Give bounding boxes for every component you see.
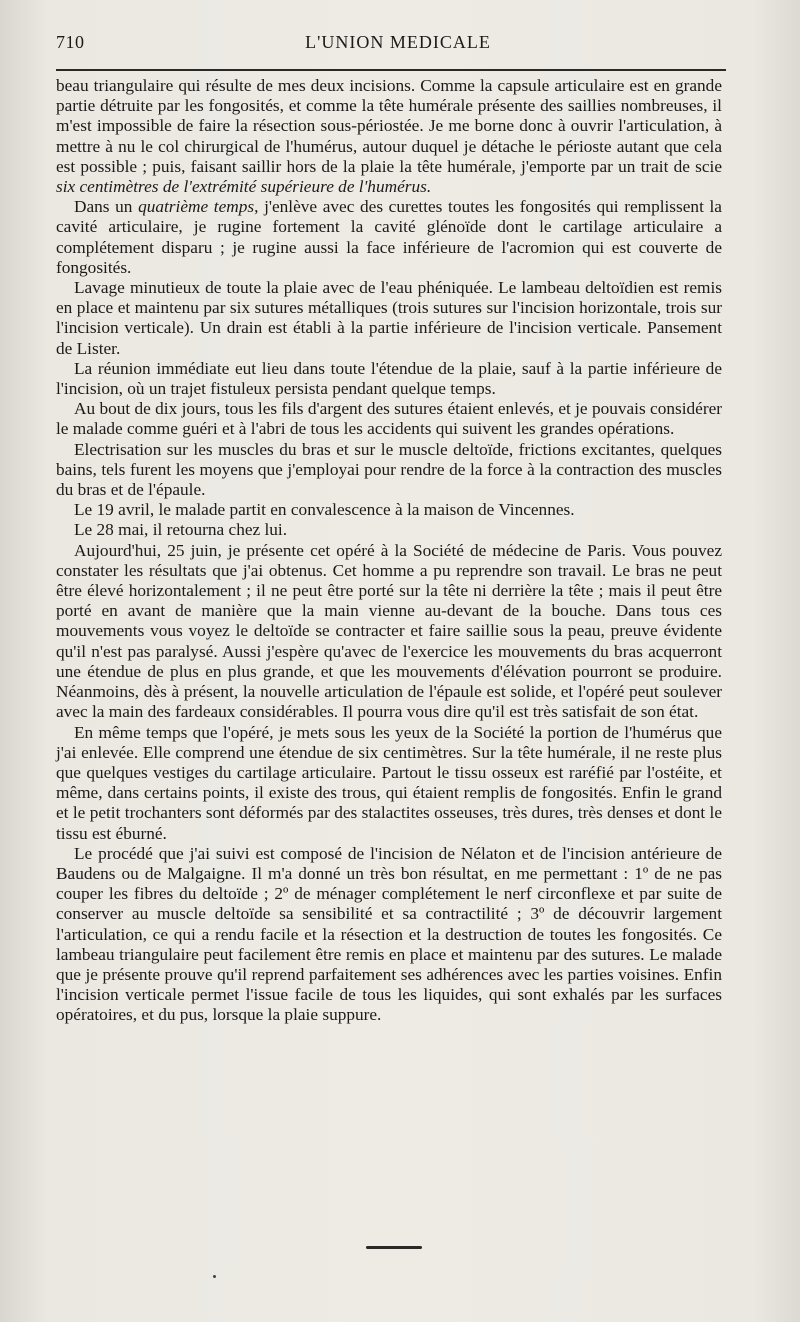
paragraph bbox=[56, 520, 722, 540]
paragraph bbox=[56, 723, 722, 844]
italic-text: six centimètres de l'extrémité supérieure de l'humérus. bbox=[56, 177, 432, 197]
text-run: Lavage minutieux de toute la plaie avec de l'eau phéniquée. Le lambeau deltoïdien est remis en place et maintenu par six sutures métalliques (trois sutures sur l'incision horizontale, trois sur l'incision verticale). Un drain est établi à la partie inférieure de l'incision verticale. Pansement de Lister. bbox=[56, 278, 722, 358]
running-title: L'UNION MEDICALE bbox=[305, 32, 491, 52]
paragraph bbox=[56, 844, 722, 1026]
header-rule bbox=[56, 69, 726, 71]
text-run: En même temps que l'opéré, je mets sous les yeux de la Société la portion de l'humérus que j'ai enlevée. Elle comprend une étendue de six centimètres. Sur la tête humérale, il ne reste plus que quelques vestiges du cartilage articulaire. Partout le tissu osseux est raréfié par l'ostéite, et même, dans certains points, il existe des trous, qui étaient remplis de fongosités. Enfin le grand et le petit trochanters sont déformés par des stalactites osseuses, très dures, très denses et dont le tissu est éburné. bbox=[56, 722, 722, 843]
ink-speck bbox=[213, 1275, 216, 1278]
paragraph bbox=[56, 197, 722, 278]
paragraph bbox=[56, 500, 722, 520]
page-header bbox=[56, 32, 740, 58]
text-run: La réunion immédiate eut lieu dans toute l'étendue de la plaie, sauf à la partie inférieure de l'incision, où un trajet fistuleux persista pendant quelque temps. bbox=[56, 358, 722, 399]
text-run: Le procédé que j'ai suivi est composé de l'incision de Nélaton et de l'incision antérieure de Baudens ou de Malgaigne. Il m'a donné un très bon résultat, en me permettant : 1º de ne pas couper les fibres du deltoïde ; 2º de ménager complétement le nerf circonflexe et par suite de conserver au muscle deltoïde sa sensibilité et sa contractilité ; 3º de découvrir largement l'articulation, ce qui a rendu facile et la résection et la destruction de toutes les fongosités. Ce lambeau triangulaire peut facilement être remis en place et maintenu par des sutures. Le malade que je présente prouve qu'il reprend parfaitement ses adhérences avec les parties voisines. Enfin l'incision verticale permet l'issue facile de tous les liquides, qui sont exhalés par les surfaces opératoires, et du pus, lorsque la plaie suppure. bbox=[56, 843, 722, 1025]
text-run: Electrisation sur les muscles du bras et sur le muscle deltoïde, frictions excitantes, quelques bains, tels furent les moyens que j'employai pour rendre de la force à la contraction des muscles du bras et de l'épaule. bbox=[56, 439, 722, 500]
paragraph bbox=[56, 278, 722, 359]
text-run: Dans un bbox=[74, 197, 139, 217]
text-run: Au bout de dix jours, tous les fils d'argent des sutures étaient enlevés, et je pouvais considérer le malade comme guéri et à l'abri de tous les accidents qui suivent les grandes opérations. bbox=[56, 399, 722, 439]
italic-text: quatrième temps bbox=[138, 197, 255, 217]
paragraph bbox=[56, 541, 722, 723]
text-run: beau triangulaire qui résulte de mes deux incisions. Comme la capsule articulaire est en grande partie détruite par les fongosités, et comme la tête humérale présente des saillies nombreuses, il m'est impossible de faire la résection sous-périostée. Je me borne donc à ouvrir l'articulation, à mettre à nu le col chirurgical de l'humérus, autour duquel je détache le périoste autant que cela est possible ; puis, faisant saillir hors de la plaie la tête humérale, j'emporte par un trait de scie bbox=[56, 76, 722, 176]
text-run: Aujourd'hui, 25 juin, je présente cet opéré à la Société de médecine de Paris. Vous pouvez constater les résultats que j'ai obtenus. Cet homme a pu reprendre son travail. Le bras ne peut être élevé horizontalement ; il ne peut être porté sur la tête ni derrière la tête ; mais il peut être porté en avant de manière que la main vienne au-devant de la bouche. Dans tous ces mouvements vous voyez le deltoïde se contracter et faire saillie sous la peau, preuve évidente qu'il n'est pas paralysé. Aussi j'espère qu'avec de l'exercice les mouvements du bras acquerront une étendue de plus en plus grande, et que les mouvements d'élévation pourront se produire. Néanmoins, dès à présent, la nouvelle articulation de l'épaule est solide, et l'opéré peut soulever avec la main des fardeaux considérables. Il pourra vous dire qu'il est très satisfait de son état. bbox=[56, 540, 722, 722]
paragraph bbox=[56, 359, 722, 399]
paragraph bbox=[56, 440, 722, 501]
article-body bbox=[56, 76, 722, 1026]
text-run: Le 19 avril, le malade partit en convalescence à la maison de Vincennes. bbox=[74, 500, 575, 520]
end-ornament bbox=[366, 1246, 422, 1249]
page-number: 710 bbox=[56, 32, 85, 52]
text-run: Le 28 mai, il retourna chez lui. bbox=[74, 520, 288, 540]
paragraph bbox=[56, 399, 722, 439]
text-run: , j'enlève avec des curettes toutes les fongosités qui remplissent la cavité articulaire, je rugine fortement la cavité glénoïde dont le cartilage articulaire a complétement disparu ; je rugine aussi la face inférieure de l'acromion qui est couverte de fongosités. bbox=[56, 197, 722, 277]
paragraph bbox=[56, 76, 722, 197]
